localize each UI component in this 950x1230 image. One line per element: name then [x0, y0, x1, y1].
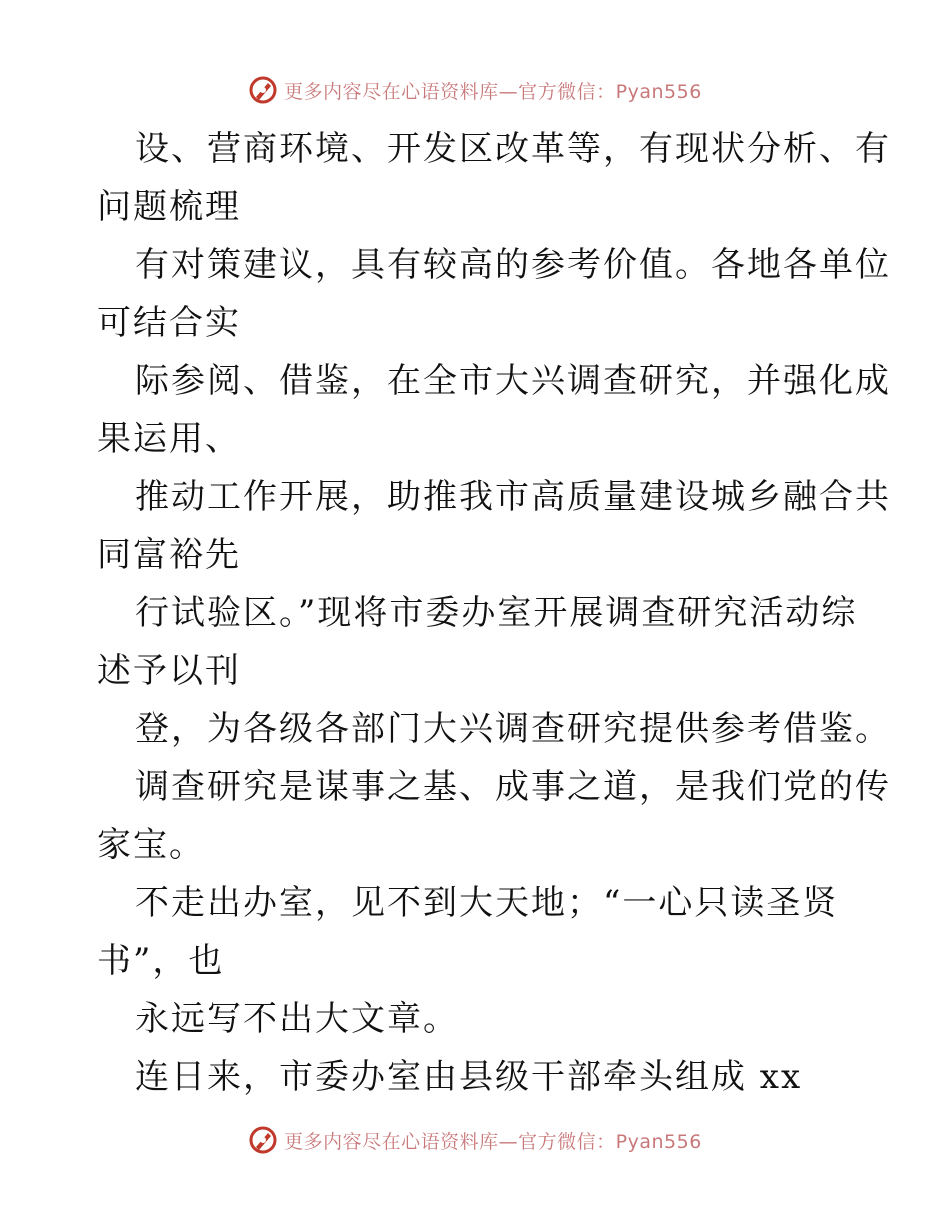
text-line: 行试验区。”现将市委办室开展调查研究活动综: [135, 593, 858, 633]
text-line: 问题梳理: [97, 187, 241, 227]
footer-watermark: [0, 1120, 950, 1160]
text-line: 推动工作开展，助推我市高质量建设城乡融合共: [135, 477, 891, 517]
text-line: 述予以刊: [97, 651, 241, 691]
document-body: [97, 120, 891, 1106]
text-line: 果运用、: [97, 419, 241, 459]
text-line: 际参阅、借鉴，在全市大兴调查研究，并强化成: [135, 361, 891, 401]
text-line: 同富裕先: [97, 535, 241, 575]
pen-logo-icon: [248, 75, 278, 105]
text-line: 调查研究是谋事之基、成事之道，是我们党的传: [135, 767, 891, 807]
text-line: 不走出办室，见不到大天地；“一心只读圣贤: [135, 883, 839, 923]
header-watermark: [0, 70, 950, 110]
footer-watermark-text: 更多内容尽在心语资料库—官方微信：Pyan556: [284, 1130, 702, 1153]
text-line: 书”，也: [97, 941, 225, 981]
text-line: 连日来，市委办室由县级干部牵头组成 xx: [135, 1057, 803, 1097]
text-line: 可结合实: [97, 303, 241, 343]
text-line: 登，为各级各部门大兴调查研究提供参考借鉴。: [135, 709, 891, 749]
pen-logo-icon: [248, 1125, 278, 1155]
text-line: 家宝。: [97, 825, 205, 865]
text-line: 设、营商环境、开发区改革等，有现状分析、有: [135, 129, 891, 169]
text-line: 永远写不出大文章。: [135, 999, 459, 1039]
header-watermark-text: 更多内容尽在心语资料库—官方微信：Pyan556: [284, 80, 702, 103]
text-line: 有对策建议，具有较高的参考价值。各地各单位: [135, 245, 891, 285]
